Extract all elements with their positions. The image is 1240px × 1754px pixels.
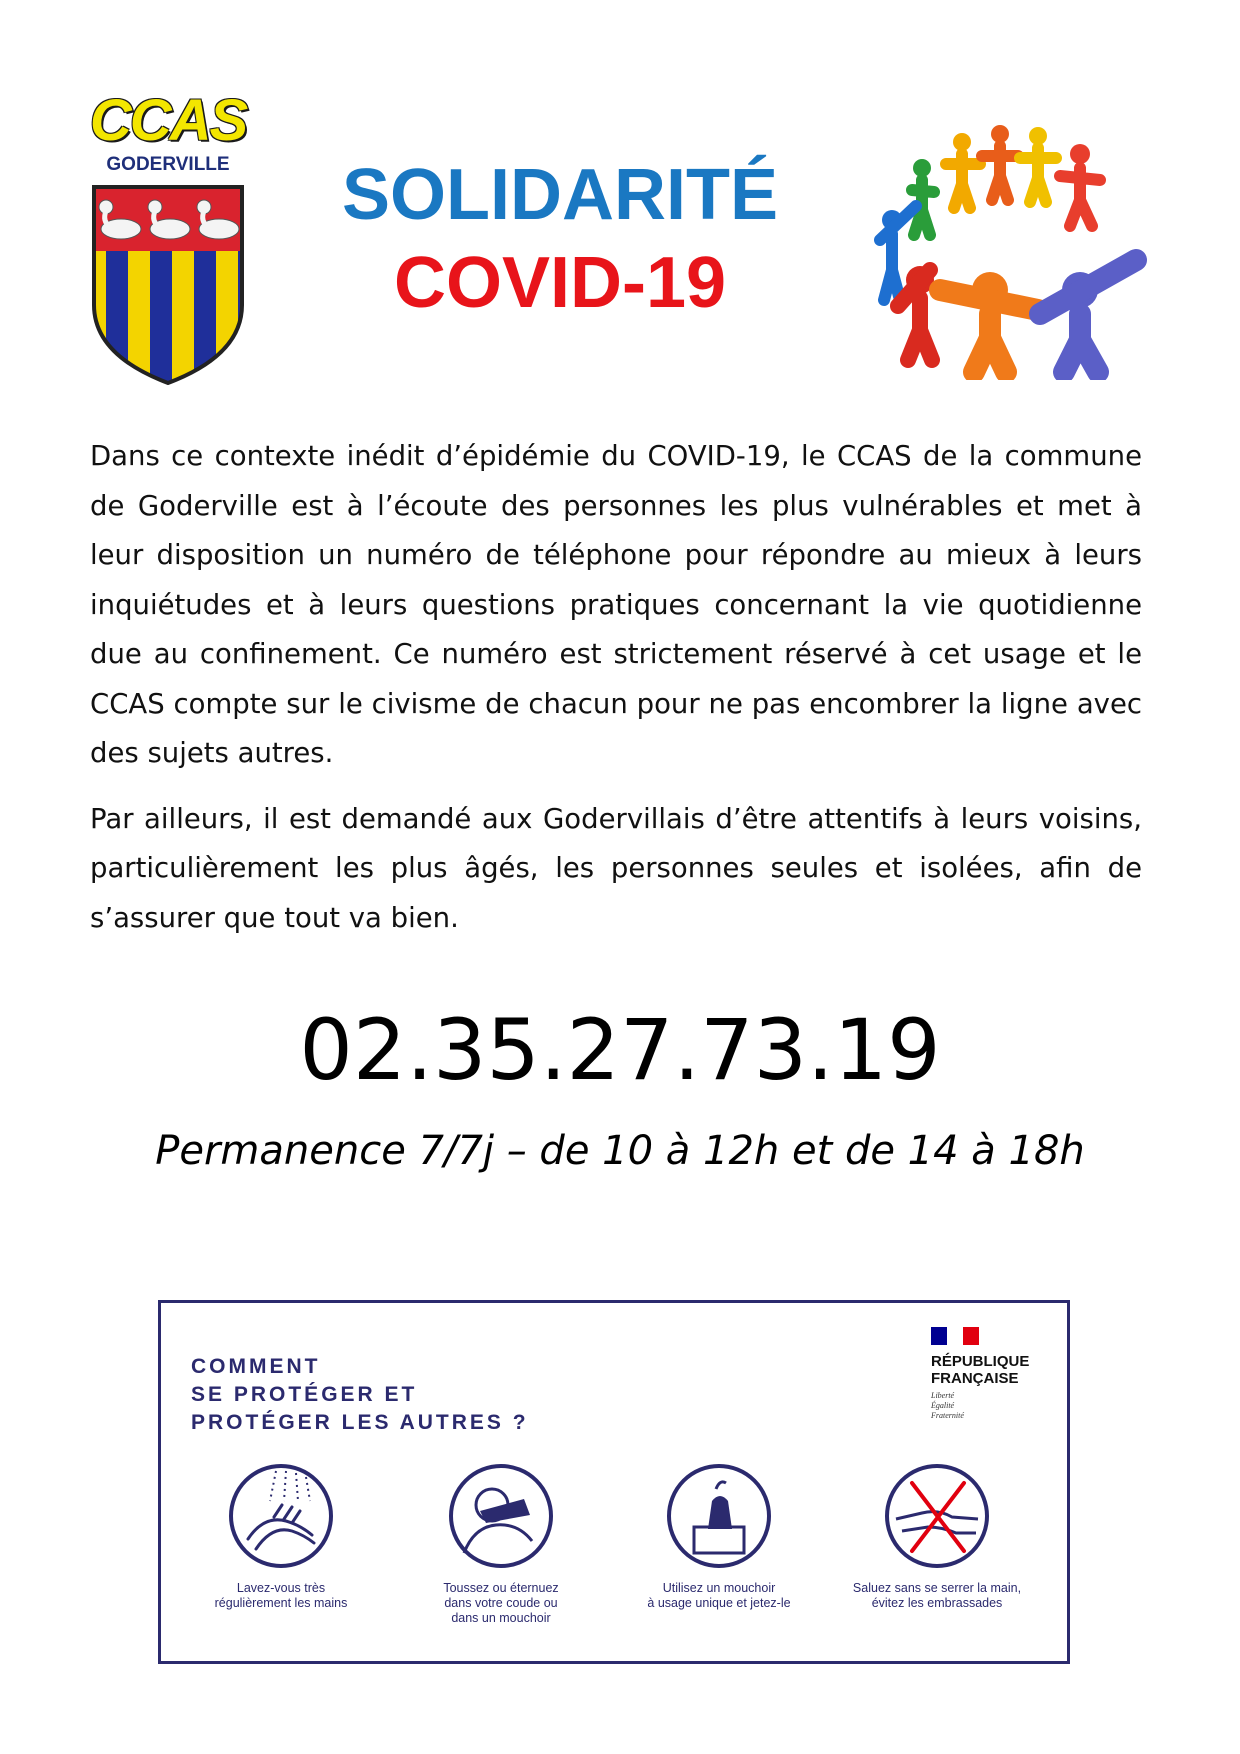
french-flag-icon [931, 1327, 979, 1345]
gesture-caption: Lavez-vous très régulièrement les mains [214, 1581, 348, 1610]
panel-title-line: COMMENT [191, 1355, 321, 1378]
opening-hours: Permanence 7/7j – de 10 à 12h et de 14 à 18h [155, 1128, 1085, 1174]
panel-title-line: SE PROTÉGER ET [191, 1383, 418, 1406]
republique-francaise-logo [931, 1327, 1071, 1421]
gesture-caption: Utilisez un mouchoir à usage unique et jetez-le [647, 1581, 791, 1610]
republic-name: RÉPUBLIQUE FRANÇAISE [931, 1353, 1030, 1387]
neighbors-paragraph: Par ailleurs, il est demandé aux Godervillais d’être attentifs à leurs voisins, particulièrement les plus âgés, les personnes seules et isolées, afin de s’assurer que tout va bien. [90, 802, 1142, 934]
ccas-goderville-logo [88, 90, 248, 390]
coat-of-arms-icon [88, 185, 248, 385]
phone-number[interactable]: 02.35.27.73.19 [299, 1001, 941, 1099]
gesture-tissue [619, 1461, 819, 1611]
republic-motto: Liberté Égalité Fraternité [931, 1391, 964, 1420]
title-solidarite: SOLIDARITÉ [341, 155, 778, 235]
tissue-bin-icon [664, 1461, 774, 1571]
elbow-cough-icon [446, 1461, 556, 1571]
people-circle-illustration [870, 110, 1150, 380]
gesture-caption: Toussez ou éternuez dans votre coude ou dans un mouchoir [443, 1581, 559, 1625]
gesture-no-handshake [837, 1461, 1037, 1611]
gesture-elbow-cough [401, 1461, 601, 1626]
logo-town: GODERVILLE [106, 154, 230, 175]
gesture-hand-wash [181, 1461, 381, 1611]
title-covid: COVID-19 [393, 243, 727, 323]
protection-gestures-panel [158, 1300, 1070, 1664]
hand-wash-icon [226, 1461, 336, 1571]
logo-title: CCAS [89, 88, 247, 153]
no-handshake-icon [882, 1461, 992, 1571]
intro-paragraph: Dans ce contexte inédit d’épidémie du COVID-19, le CCAS de la commune de Goderville est à l’écoute des personnes les plus vulnérables et met à leur disposition un numéro de téléphone pour répondre au mieux à leurs inquiétudes et à leurs questions pratiques concernant la vie quotidienne due au confinement. Ce numéro est strictement réservé à cet usage et le CCAS compte sur le civisme de chacun pour ne pas encombrer la ligne avec des sujets autres. [90, 440, 1142, 769]
body-text [90, 432, 1142, 959]
panel-title-line: PROTÉGER LES AUTRES ? [191, 1411, 529, 1434]
page-title [300, 155, 820, 331]
panel-title [191, 1353, 529, 1437]
gesture-caption: Saluez sans se serrer la main, évitez les embrassades [852, 1581, 1022, 1610]
